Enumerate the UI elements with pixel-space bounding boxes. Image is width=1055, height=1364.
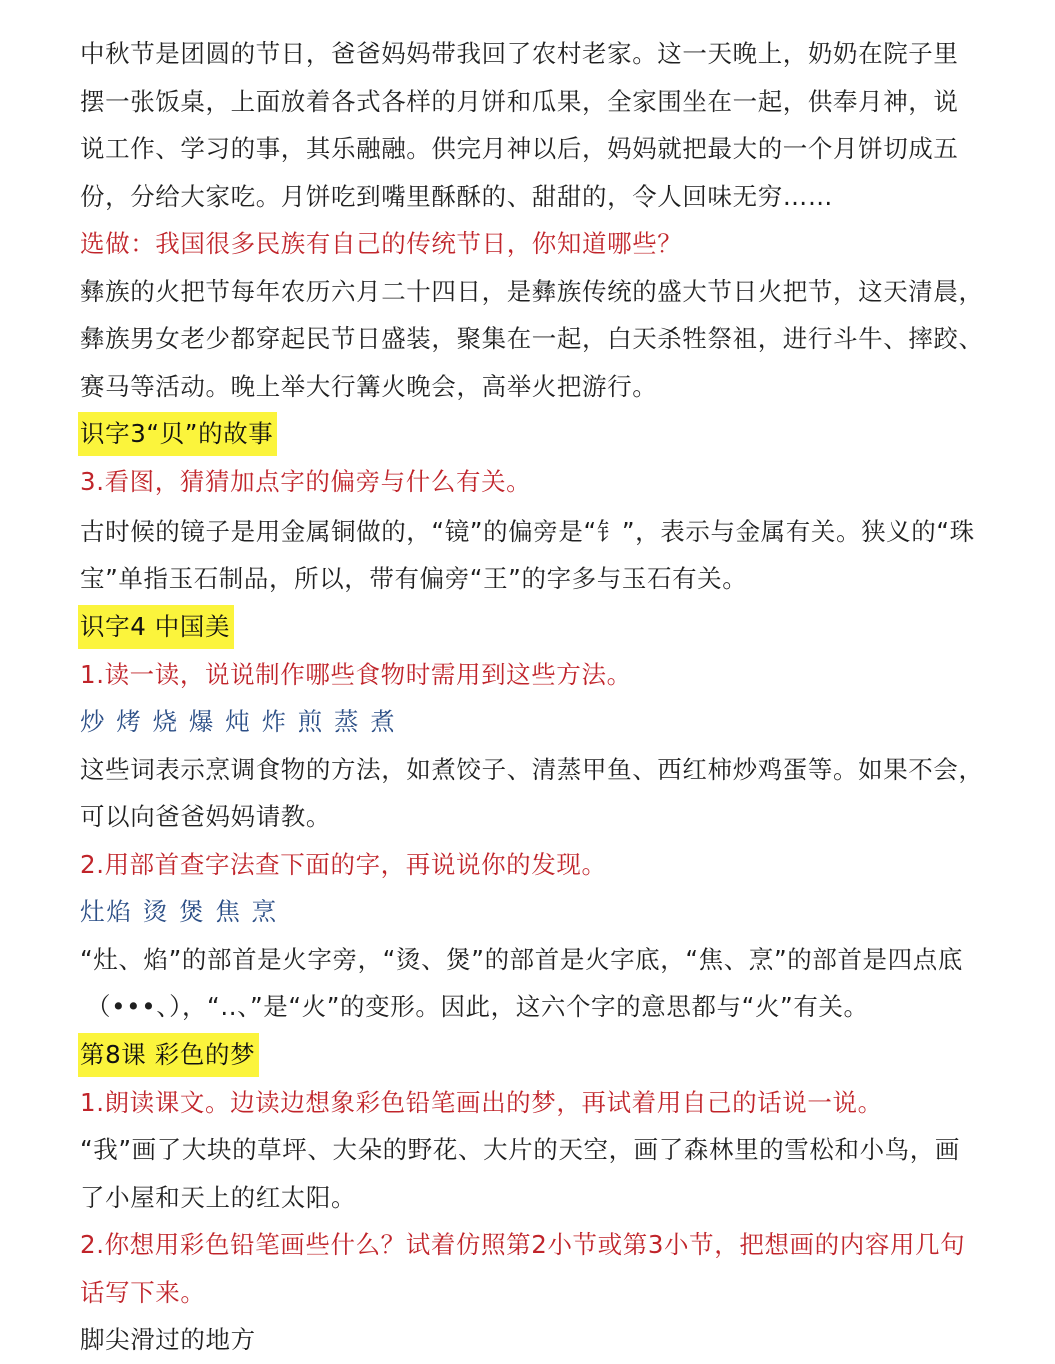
paragraph-fire-radical <box>80 936 1020 1031</box>
text-line: 说工作、学习的事，其乐融融。供完月神以后，妈妈就把最大的一个月饼切成五 <box>80 134 959 163</box>
text-line: 了小屋和天上的红太阳。 <box>80 1182 357 1212</box>
text-line: 3.看图，猜猜加点字的偏旁与什么有关。 <box>80 467 532 496</box>
section-heading-shizi3: 识字3“贝”的故事 <box>78 412 277 456</box>
paragraph-cooking-explanation <box>80 746 1020 841</box>
text-line: 这些词表示烹调食物的方法，如煮饺子、清蒸甲鱼、西红柿炒鸡蛋等。如果不会， <box>80 754 984 784</box>
text-line: 话写下来。 <box>80 1277 206 1307</box>
question-what-to-draw <box>80 1221 1020 1316</box>
document-page <box>80 0 1020 1364</box>
word-list-fire-characters <box>80 888 1020 936</box>
question-read-aloud <box>80 1079 1020 1127</box>
text-line: 1.朗读课文。边读边想象彩色铅笔画出的梦，再试着用自己的话说一说。 <box>80 1087 883 1117</box>
text-line: 选做：我国很多民族有自己的传统节日，你知道哪些？ <box>80 229 683 258</box>
text-line: 摆一张饭桌，上面放着各式各样的月饼和瓜果，全家围坐在一起，供奉月神，说 <box>80 86 959 116</box>
paragraph-answer-start <box>80 1316 1020 1364</box>
text-line: 赛马等活动。晚上举大行篝火晚会，高举火把游行。 <box>80 371 658 401</box>
text-line: 彝族的火把节每年农历六月二十四日，是彝族传统的盛大节日火把节，这天清晨， <box>80 276 984 306</box>
text-line: 中秋节是团圆的节日，爸爸妈妈带我回了农村老家。这一天晚上，奶奶在院子里 <box>80 39 959 68</box>
text-line: （•••、），“..、”是“火”的变形。因此，这六个字的意思都与“火”有关。 <box>86 992 869 1021</box>
question-radical-meaning <box>80 458 1020 506</box>
section-heading-lesson8: 第8课 彩色的梦 <box>78 1033 259 1077</box>
text-line: 炒 烤 烧 爆 炖 炸 煎 蒸 煮 <box>80 707 397 736</box>
question-cooking-methods <box>80 651 1020 699</box>
text-line: “灶、焰”的部首是火字旁，“烫、煲”的部首是火字底，“焦、烹”的部首是四点底 <box>80 944 963 974</box>
text-line: 1.读一读，说说制作哪些食物时需用到这些方法。 <box>80 659 632 689</box>
text-line: 可以向爸爸妈妈请教。 <box>80 802 331 831</box>
word-list-cooking <box>80 698 1020 746</box>
text-line: 2.用部首查字法查下面的字，再说说你的发现。 <box>80 849 607 879</box>
text-line: “我”画了大块的草坪、大朵的野花、大片的天空，画了森林里的雪松和小鸟，画 <box>80 1135 960 1164</box>
paragraph-mirror-jewel <box>80 508 1020 603</box>
paragraph-drawing-answer <box>80 1126 1020 1221</box>
text-line: 彝族男女老少都穿起民节日盛装，聚集在一起，白天杀牲祭祖，进行斗牛、摔跤、 <box>80 324 984 353</box>
text-line: 脚尖滑过的地方 <box>80 1325 256 1354</box>
section-heading-shizi4: 识字4 中国美 <box>78 605 234 649</box>
text-line: 古时候的镜子是用金属铜做的，“镜”的偏旁是“钅”，表示与金属有关。狭义的“珠 <box>80 516 975 546</box>
text-line: 宝”单指玉石制品，所以，带有偏旁“王”的字多与玉石有关。 <box>80 564 748 593</box>
text-line: 2.你想用彩色铅笔画些什么？试着仿照第2小节或第3小节，把想画的内容用几句 <box>80 1230 966 1259</box>
paragraph-torch-festival <box>80 268 1020 411</box>
text-line: 灶焰 烫 煲 焦 烹 <box>80 897 279 926</box>
text-line: 份，分给大家吃。月饼吃到嘴里酥酥的、甜甜的，令人回味无穷…… <box>80 181 833 211</box>
question-optional-festivals <box>80 220 1020 268</box>
paragraph-mid-autumn-story <box>80 30 1020 220</box>
question-radical-lookup <box>80 841 1020 889</box>
